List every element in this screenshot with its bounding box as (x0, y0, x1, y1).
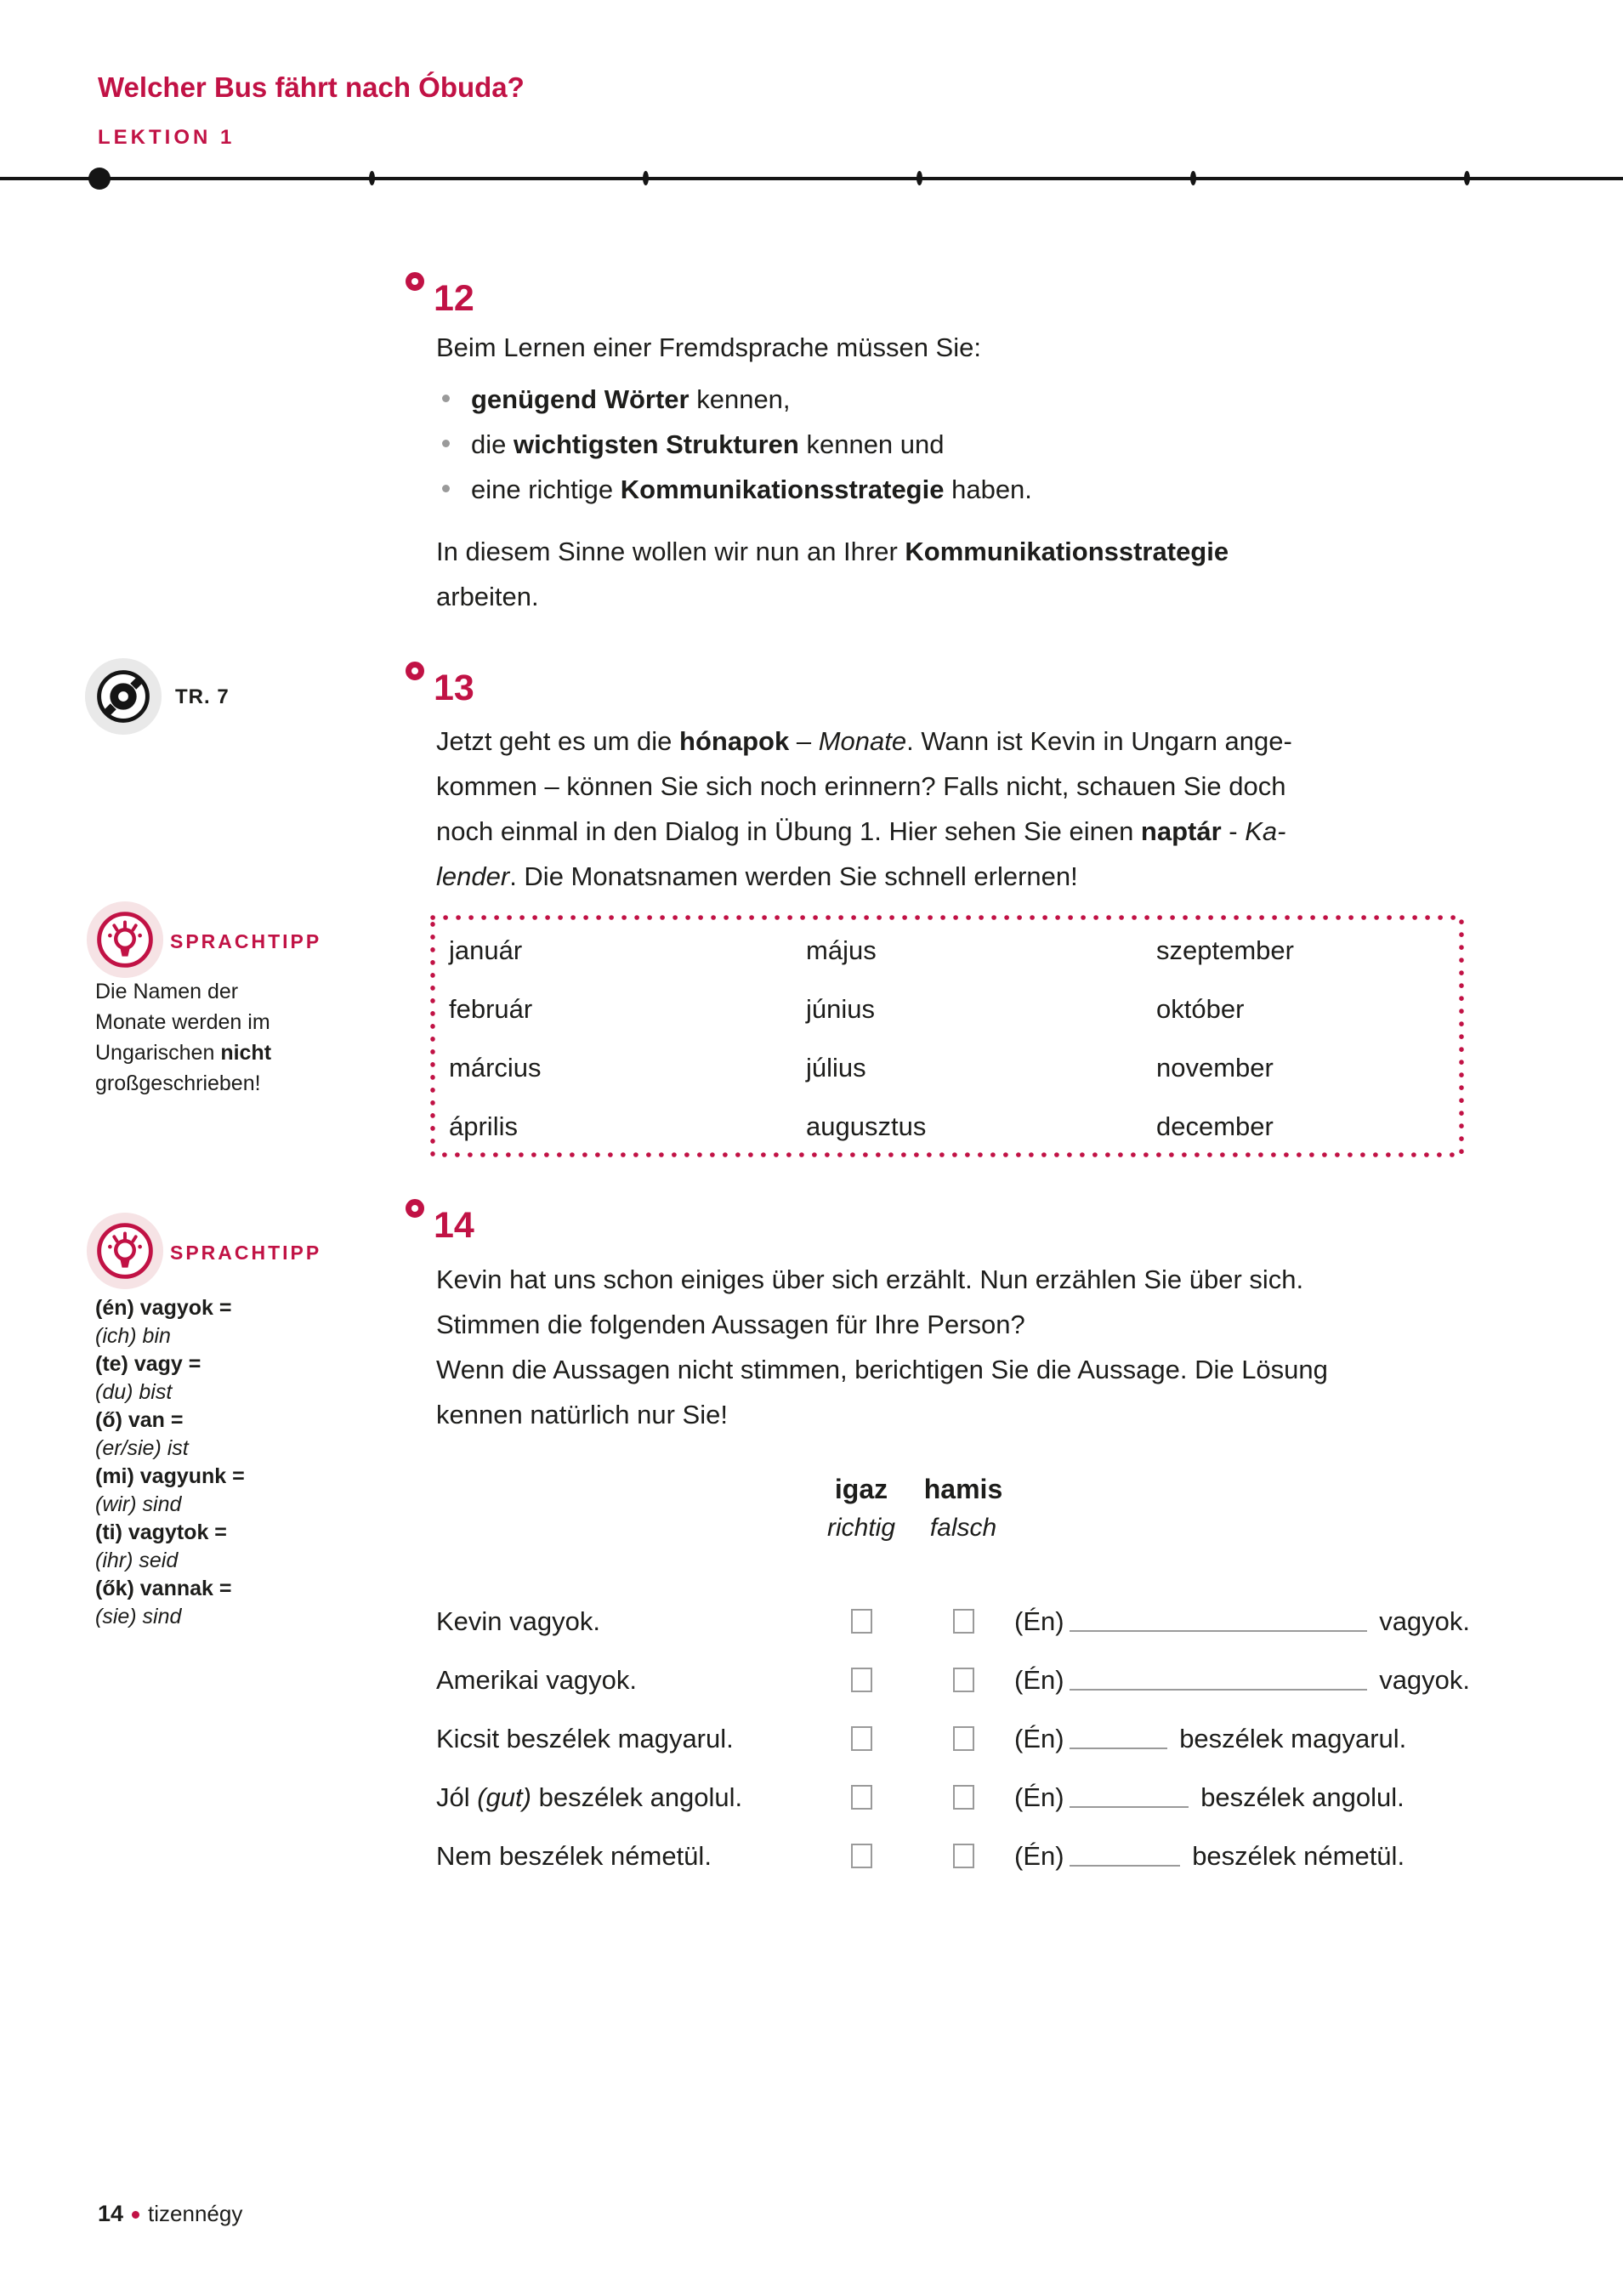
section-13-text (436, 719, 1482, 899)
conjugation-hu: (mi) vagyunk = (95, 1464, 245, 1488)
section-12-intro: Beim Lernen einer Fremdsprache müssen Sie: (436, 332, 981, 362)
section-14-text (436, 1257, 1482, 1437)
igaz-checkbox[interactable] (851, 1726, 872, 1751)
bullet-text: genügend Wörter kennen, (471, 384, 791, 414)
hamis-checkbox[interactable] (953, 1726, 974, 1751)
ring-icon (406, 1199, 424, 1218)
paragraph-line: kennen natürlich nur Sie! (436, 1400, 728, 1429)
hamis-checkbox[interactable] (953, 1844, 974, 1868)
igaz-checkbox[interactable] (851, 1785, 872, 1810)
exercise-rows (436, 1592, 1477, 1885)
rule-dot (916, 171, 922, 185)
conjugation-list (95, 1294, 245, 1631)
col-falsch: falsch (929, 1514, 997, 1542)
month-item: november (1156, 1052, 1274, 1083)
months-box (429, 914, 1465, 1158)
section-14-number: 14 (434, 1205, 474, 1246)
conjugation-hu: (ő) van = (95, 1408, 184, 1432)
rule-dot-large (88, 168, 111, 190)
igaz-checkbox[interactable] (851, 1668, 872, 1692)
col-igaz: igaz (834, 1474, 888, 1504)
col-richtig: richtig (826, 1514, 896, 1542)
cd-icon (83, 656, 163, 736)
page-title: Welcher Bus fährt nach Óbuda? (98, 71, 525, 103)
bullet-item (436, 422, 1482, 467)
paragraph-line: Kevin hat uns schon einiges über sich erzählt. Nun erzählen Sie über sich. (436, 1265, 1304, 1294)
conjugation-de: (er/sie) ist (95, 1436, 189, 1460)
month-item: április (449, 1111, 518, 1141)
exercise-header (436, 1474, 1477, 1543)
paragraph-line: In diesem Sinne wollen wir nun an Ihrer Kommunikationsstrategie (436, 537, 1229, 566)
statement: Jól (gut) beszélek angolul. (436, 1782, 743, 1812)
section-12-intro-block (436, 325, 1482, 370)
month-item: július (806, 1052, 866, 1083)
bullet-text: die wichtigsten Strukturen kennen und (471, 429, 945, 459)
sprachtipp-label: SPRACHTIPP (170, 1242, 322, 1264)
page-number: 14 (98, 2201, 124, 2226)
month-item: augusztus (806, 1111, 927, 1141)
month-item: december (1156, 1111, 1274, 1141)
bullet-icon (442, 395, 450, 402)
bullet-item (436, 377, 1482, 422)
conjugation-de: (ihr) seid (95, 1549, 179, 1572)
statement: Amerikai vagyok. (436, 1664, 638, 1695)
tip-line: Ungarischen nicht (95, 1041, 272, 1065)
hamis-checkbox[interactable] (953, 1609, 974, 1634)
section-12-header (406, 272, 516, 332)
tip-line: Monate werden im (95, 1010, 270, 1034)
restatement[interactable]: (Én) vagyok. (1014, 1664, 1471, 1695)
rule-dot (643, 171, 649, 185)
conjugation-de: (wir) sind (95, 1492, 182, 1516)
month-item: március (449, 1052, 542, 1083)
header-rule (0, 177, 1623, 180)
restatement[interactable]: (Én) beszélek angolul. (1014, 1782, 1405, 1812)
paragraph-line: lender. Die Monatsnamen werden Sie schnell erlernen! (436, 861, 1078, 891)
rule-dot (1190, 171, 1196, 185)
paragraph-line: Stimmen die folgenden Aussagen für Ihre Person? (436, 1310, 1025, 1339)
section-13-number: 13 (434, 668, 474, 708)
month-item: május (806, 935, 877, 965)
paragraph-line: arbeiten. (436, 582, 539, 611)
section-13-header (406, 662, 516, 721)
bullet-icon (442, 440, 450, 447)
conjugation-hu: (ti) vagytok = (95, 1520, 227, 1544)
conjugation-de: (ich) bin (95, 1324, 171, 1348)
restatement[interactable]: (Én) vagyok. (1014, 1605, 1471, 1636)
col-hamis: hamis (923, 1474, 1003, 1504)
month-item: szeptember (1156, 935, 1294, 965)
paragraph-line: Wenn die Aussagen nicht stimmen, berichtigen Sie die Aussage. Die Lösung (436, 1355, 1328, 1384)
restatement[interactable]: (Én) beszélek magyarul. (1014, 1723, 1407, 1753)
conjugation-hu: (te) vagy = (95, 1352, 201, 1376)
month-item: február (449, 993, 533, 1024)
paragraph-line: Jetzt geht es um die hónapok – Monate. Wann ist Kevin in Ungarn ange- (436, 726, 1292, 756)
sprachtipp-1-text (95, 976, 271, 1099)
statement: Kicsit beszélek magyarul. (436, 1723, 734, 1753)
section-12-bullets (436, 377, 1482, 512)
conjugation-hu: (ők) vannak = (95, 1577, 232, 1600)
track-label: TR. 7 (175, 685, 230, 708)
page-footer (98, 2201, 242, 2227)
section-14-header (406, 1199, 516, 1259)
month-item: január (449, 935, 523, 965)
bullet-text: eine richtige Kommunikationsstrategie haben. (471, 475, 1032, 504)
month-item: június (806, 993, 875, 1024)
conjugation-de: (sie) sind (95, 1605, 182, 1628)
ring-icon (406, 272, 424, 291)
rule-dot (369, 171, 375, 185)
paragraph-line: noch einmal in den Dialog in Übung 1. Hier sehen Sie einen naptár - Ka- (436, 816, 1286, 846)
igaz-checkbox[interactable] (851, 1609, 872, 1634)
dot-icon (132, 2211, 139, 2219)
section-12-paragraph (436, 529, 1482, 619)
rule-dot (1464, 171, 1470, 185)
paragraph-line: kommen – können Sie sich noch erinnern? Falls nicht, schauen Sie doch (436, 771, 1286, 801)
igaz-checkbox[interactable] (851, 1844, 872, 1868)
bullet-item (436, 467, 1482, 512)
month-item: október (1156, 993, 1245, 1024)
statement: Nem beszélek németül. (436, 1840, 712, 1871)
hamis-checkbox[interactable] (953, 1785, 974, 1810)
statement: Kevin vagyok. (436, 1605, 600, 1636)
months-grid (449, 921, 1458, 1155)
tip-line: Die Namen der (95, 980, 239, 1003)
hamis-checkbox[interactable] (953, 1668, 974, 1692)
lesson-label: LEKTION 1 (98, 126, 236, 149)
tip-line: großgeschrieben! (95, 1071, 261, 1095)
bullet-icon (442, 485, 450, 492)
conjugation-de: (du) bist (95, 1380, 173, 1404)
restatement[interactable]: (Én) beszélek németül. (1014, 1840, 1405, 1871)
page-number-word: tizennégy (148, 2201, 243, 2226)
conjugation-hu: (én) vagyok = (95, 1296, 232, 1320)
ring-icon (406, 662, 424, 680)
sprachtipp-label: SPRACHTIPP (170, 930, 322, 952)
lightbulb-icon (85, 900, 165, 980)
section-12-number: 12 (434, 278, 474, 319)
lightbulb-icon (85, 1211, 165, 1291)
